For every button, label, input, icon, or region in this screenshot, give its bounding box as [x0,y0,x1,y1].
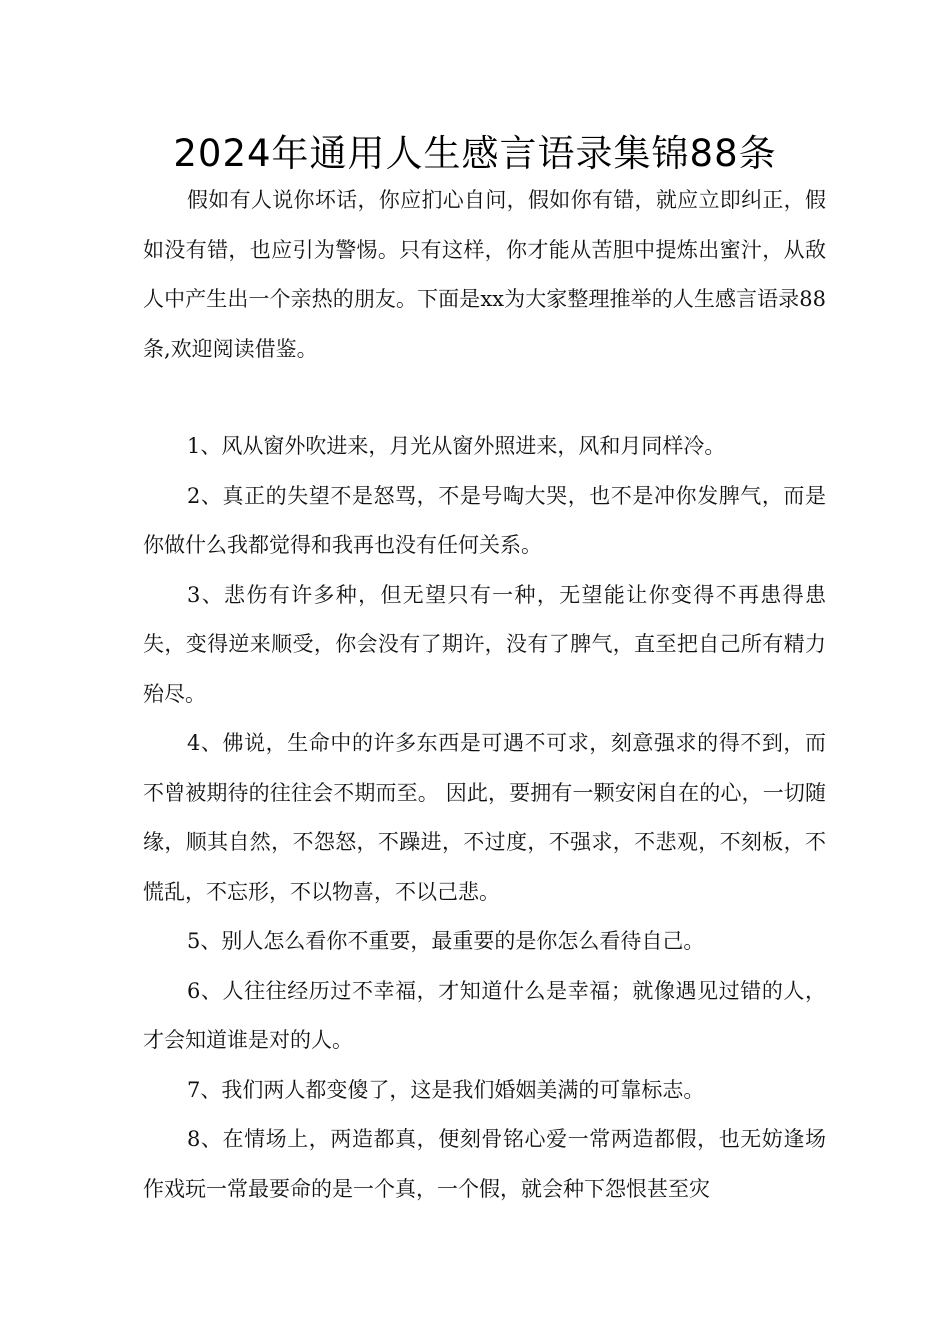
intro-section [143,176,826,374]
quote-item: 7、我们两人都变傻了，这是我们婚姻美满的可靠标志。 [187,1077,705,1102]
quote-item: 3、悲伤有许多种，但无望只有一种，无望能让你变得不再患得患失，变得逆来顺受，你会没有了期许，没有了脾气，直至把自己所有精力殆尽。 [143,582,826,706]
quote-item: 4、佛说，生命中的许多东西是可遇不可求，刻意强求的得不到，而不曾被期待的往往会不期而至。 因此，要拥有一颗安闲自在的心，一切随缘，顺其自然，不怨怒，不躁进，不过度，不强求，不悲观，不刻板，不慌乱，不忘形，不以物喜，不以己悲。 [143,731,826,904]
quote-item: 2、真正的失望不是怒骂，不是号啕大哭，也不是冲你发脾气，而是你做什么我都觉得和我再也没有任何关系。 [143,483,826,557]
quote-item: 8、在情场上，两造都真，便刻骨铭心爱一常两造都假，也无妨逢场作戏玩一常最要命的是一个真，一个假，就会种下怨恨甚至灾 [143,1127,826,1201]
quote-item: 1、风从窗外吹进来，月光从窗外照进来，风和月同样冷。 [187,434,726,458]
quote-item: 5、别人怎么看你不重要，最重要的是你怎么看待自己。 [187,929,705,953]
quote-list [143,422,826,1214]
quote-item: 6、人往往经历过不幸福，才知道什么是幸福；就像遇见过错的人，才会知道谁是对的人。 [143,978,826,1052]
intro-paragraph: 假如有人说你坏话，你应扪心自问，假如你有错，就应立即纠正，假如没有错，也应引为警惕。只有这样，你才能从苦胆中提炼出蜜汁，从敌人中产生出一个亲热的朋友。下面是xx为大家整理推举的人生感言语录88条,欢迎阅读借鉴。 [143,188,826,361]
document-title: 2024年通用人生感言语录集锦88条 [173,132,777,175]
